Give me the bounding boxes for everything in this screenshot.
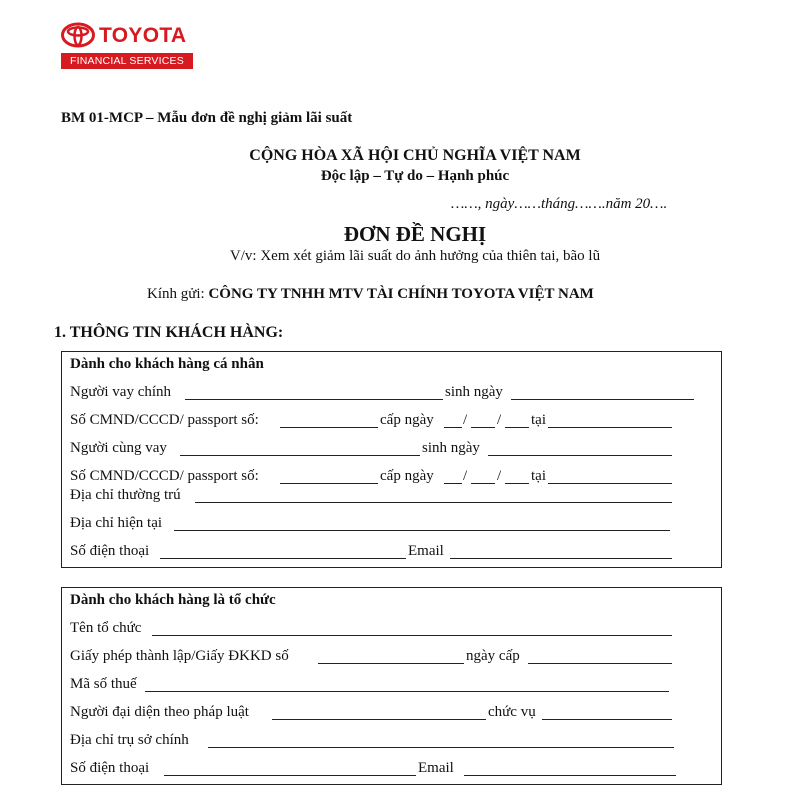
date-slash: / — [463, 412, 468, 428]
borrower-dob-field[interactable] — [511, 382, 694, 400]
subject-line: V/v: Xem xét giảm lãi suất do ảnh hưởng của thiên tai, bão lũ — [229, 248, 601, 264]
borrower-issue-day-field[interactable] — [444, 410, 462, 428]
date-slash: / — [497, 412, 502, 428]
individual-email-field[interactable] — [450, 541, 672, 559]
co-borrower-field[interactable] — [180, 438, 420, 456]
org-name-label: Tên tổ chức — [70, 620, 142, 636]
license-date-label: ngày cấp — [466, 648, 520, 664]
toyota-emblem-icon — [61, 22, 95, 48]
co-borrower-issue-year-field[interactable] — [505, 466, 529, 484]
date-slash: / — [463, 468, 468, 484]
organization-customer-box — [61, 587, 722, 785]
co-borrower-dob-field[interactable] — [488, 438, 672, 456]
head-office-label: Địa chỉ trụ sở chính — [70, 732, 189, 748]
co-borrower-issue-day-field[interactable] — [444, 466, 462, 484]
org-name-field[interactable] — [152, 618, 672, 636]
tax-code-label: Mã số thuế — [70, 676, 137, 692]
email-label: Email — [408, 543, 444, 559]
id-label: Số CMND/CCCD/ passport số: — [70, 412, 259, 428]
legal-rep-label: Người đại diện theo pháp luật — [70, 704, 249, 720]
borrower-id-field[interactable] — [280, 410, 378, 428]
recipient-line — [147, 286, 594, 303]
date-line: ……, ngày……tháng…….năm 20…. — [451, 196, 668, 212]
license-label: Giấy phép thành lập/Giấy ĐKKD số — [70, 648, 289, 664]
borrower-field[interactable] — [185, 382, 443, 400]
email-label: Email — [418, 760, 454, 776]
issue-place-label: tại — [531, 412, 546, 428]
dob-label: sinh ngày — [445, 384, 503, 400]
nation-title: CỘNG HÒA XÃ HỘI CHỦ NGHĨA VIỆT NAM — [249, 147, 581, 164]
date-slash: / — [497, 468, 502, 484]
perm-address-label: Địa chỉ thường trú — [70, 487, 181, 503]
issue-date-label: cấp ngày — [380, 468, 434, 484]
issue-place-label: tại — [531, 468, 546, 484]
form-code: BM 01-MCP – Mẫu đơn đề nghị giảm lãi suất — [61, 110, 353, 126]
curr-address-label: Địa chỉ hiện tại — [70, 515, 163, 531]
co-borrower-issue-place-field[interactable] — [548, 466, 672, 484]
org-email-field[interactable] — [464, 758, 676, 776]
organization-box-title: Dành cho khách hàng là tổ chức — [70, 592, 276, 608]
id-label: Số CMND/CCCD/ passport số: — [70, 468, 259, 484]
document-title: ĐƠN ĐỀ NGHỊ — [343, 222, 487, 246]
borrower-issue-place-field[interactable] — [548, 410, 672, 428]
recipient-name: CÔNG TY TNHH MTV TÀI CHÍNH TOYOTA VIỆT NAM — [208, 286, 594, 302]
motto: Độc lập – Tự do – Hạnh phúc — [320, 168, 510, 184]
legal-rep-position-field[interactable] — [542, 702, 672, 720]
curr-address-field[interactable] — [174, 513, 670, 531]
dob-label: sinh ngày — [422, 440, 480, 456]
toyota-logo — [61, 22, 193, 70]
borrower-label: Người vay chính — [70, 384, 172, 400]
co-borrower-id-field[interactable] — [280, 466, 378, 484]
issue-date-label: cấp ngày — [380, 412, 434, 428]
phone-label: Số điện thoại — [70, 760, 150, 776]
head-office-field[interactable] — [208, 730, 674, 748]
recipient-label: Kính gửi: — [147, 286, 205, 302]
co-borrower-issue-month-field[interactable] — [471, 466, 495, 484]
section-1-heading: 1. THÔNG TIN KHÁCH HÀNG: — [54, 324, 284, 341]
borrower-issue-year-field[interactable] — [505, 410, 529, 428]
license-date-field[interactable] — [528, 646, 672, 664]
borrower-issue-month-field[interactable] — [471, 410, 495, 428]
co-borrower-label: Người cùng vay — [70, 440, 167, 456]
individual-customer-box — [61, 351, 722, 568]
tax-code-field[interactable] — [145, 674, 669, 692]
individual-phone-field[interactable] — [160, 541, 406, 559]
org-phone-field[interactable] — [164, 758, 416, 776]
legal-rep-field[interactable] — [272, 702, 486, 720]
position-label: chức vụ — [488, 704, 536, 720]
logo-brand: TOYOTA — [99, 24, 187, 47]
logo-subtitle: FINANCIAL SERVICES — [61, 53, 193, 69]
phone-label: Số điện thoại — [70, 543, 150, 559]
license-number-field[interactable] — [318, 646, 464, 664]
individual-box-title: Dành cho khách hàng cá nhân — [70, 356, 264, 372]
perm-address-field[interactable] — [195, 485, 672, 503]
